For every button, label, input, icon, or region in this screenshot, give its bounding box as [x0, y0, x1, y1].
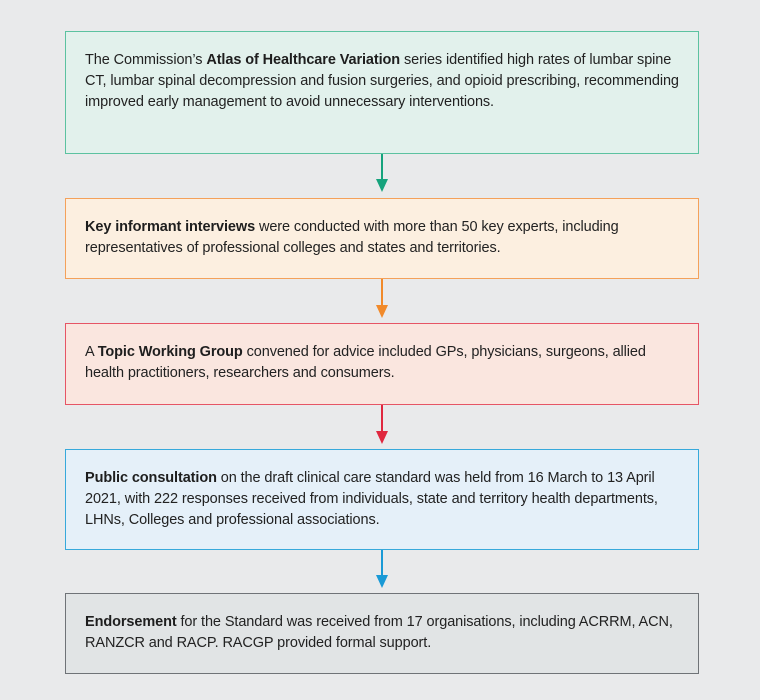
step-title: Key informant interviews: [85, 219, 256, 235]
arrow-down-icon: [377, 154, 387, 192]
arrow-down-icon: [377, 279, 387, 318]
arrow-head: [376, 575, 388, 588]
step-endorsement-box: [65, 593, 699, 674]
arrow-head: [376, 431, 388, 444]
step-title: Topic Working Group: [97, 344, 243, 360]
step-text: on the draft clinical care standard was held from 16 March to 13 April 2021, with 222 responses received from individuals, state and territory health departments, LHNs, Colleges and professional associations.: [85, 470, 658, 528]
step-text: convened for advice included GPs, physicians, surgeons, allied health practitioners, researchers and consumers.: [85, 344, 646, 381]
step-text: for the Standard was received from 17 organisations, including ACRRM, ACN, RANZCR and RACP. RACGP provided formal support.: [85, 614, 673, 651]
arrow-stem: [381, 405, 383, 434]
arrow-stem: [381, 279, 383, 308]
arrow-stem: [381, 154, 383, 182]
arrow-down-icon: [377, 550, 387, 588]
step-interviews-box: [65, 198, 699, 279]
step-text-before: A: [85, 344, 98, 360]
step-text-before: The Commission’s: [85, 52, 207, 68]
arrow-head: [376, 305, 388, 318]
step-text: were conducted with more than 50 key experts, including representatives of professional colleges and states and territories.: [85, 219, 619, 256]
arrow-head: [376, 179, 388, 192]
step-atlas-box: [65, 31, 699, 154]
step-title: Atlas of Healthcare Variation: [206, 52, 401, 68]
step-working-group-box: [65, 323, 699, 405]
step-title: Endorsement: [85, 614, 177, 630]
step-text: series identified high rates of lumbar spine CT, lumbar spinal decompression and fusion surgeries, and opioid prescribing, recommending improved early management to avoid unnecessary interventions.: [85, 52, 679, 110]
step-title: Public consultation: [85, 470, 217, 486]
arrow-down-icon: [377, 405, 387, 444]
arrow-stem: [381, 550, 383, 578]
step-consultation-box: [65, 449, 699, 550]
